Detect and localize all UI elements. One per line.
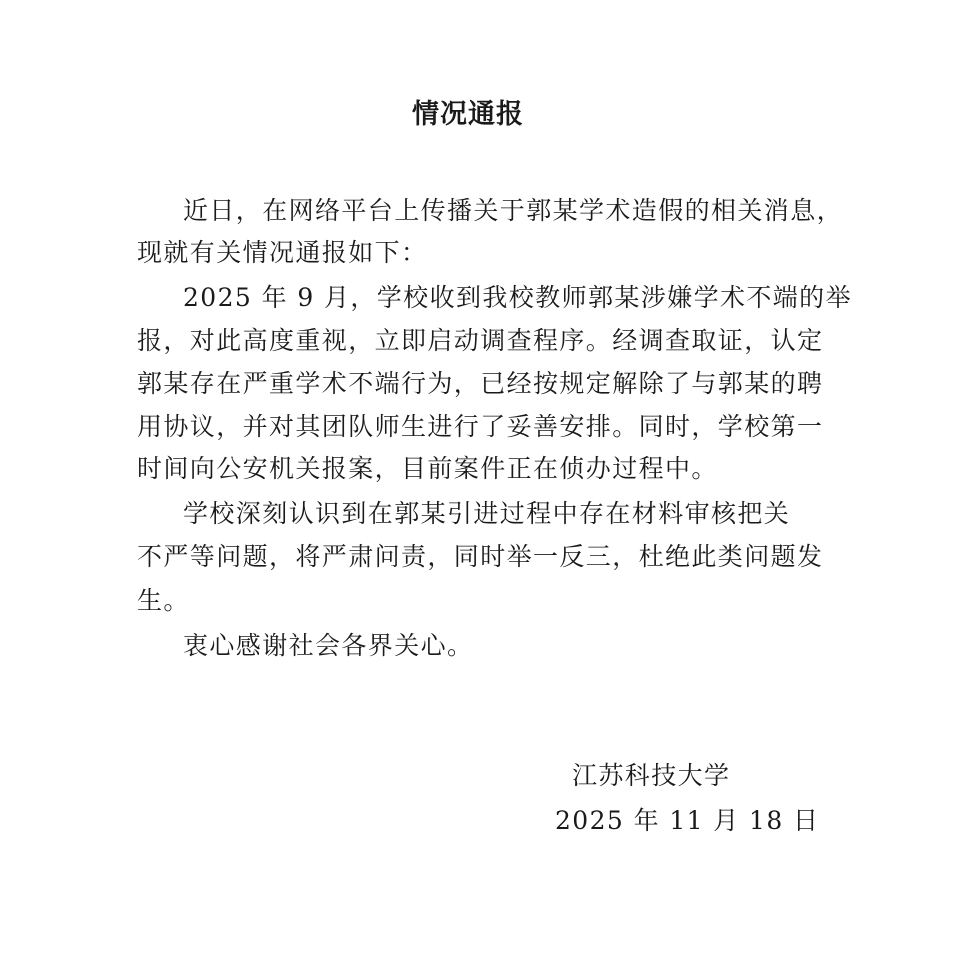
- paragraph-3-line-1: 学校深刻认识到在郭某引进过程中存在材料审核把关: [183, 499, 791, 528]
- paragraph-4-line-1: 衷心感谢社会各界关心。: [183, 631, 474, 660]
- paragraph-2-line-1: 2025 年 9 月，学校收到我校教师郭某涉嫌学术不端的举: [183, 283, 852, 312]
- paragraph-1-line-1: 近日，在网络平台上传播关于郭某学术造假的相关消息，: [183, 196, 844, 225]
- signature-organization: 江苏科技大学: [572, 761, 731, 790]
- paragraph-2-line-3: 郭某存在严重学术不端行为，已经按规定解除了与郭某的聘: [137, 369, 824, 398]
- signature-date: 2025 年 11 月 18 日: [555, 806, 820, 835]
- paragraph-2-line-2: 报，对此高度重视，立即启动调查程序。经调查取证，认定: [137, 326, 824, 355]
- paragraph-2-line-4: 用协议，并对其团队师生进行了妥善安排。同时，学校第一: [137, 412, 824, 441]
- paragraph-3-line-3: 生。: [137, 586, 190, 615]
- paragraph-1-line-2: 现就有关情况通报如下：: [137, 238, 428, 267]
- paragraph-3-line-2: 不严等问题，将严肃问责，同时举一反三，杜绝此类问题发: [137, 542, 824, 571]
- document-title: 情况通报: [412, 99, 524, 130]
- paragraph-2-line-5: 时间向公安机关报案，目前案件正在侦办过程中。: [137, 454, 718, 483]
